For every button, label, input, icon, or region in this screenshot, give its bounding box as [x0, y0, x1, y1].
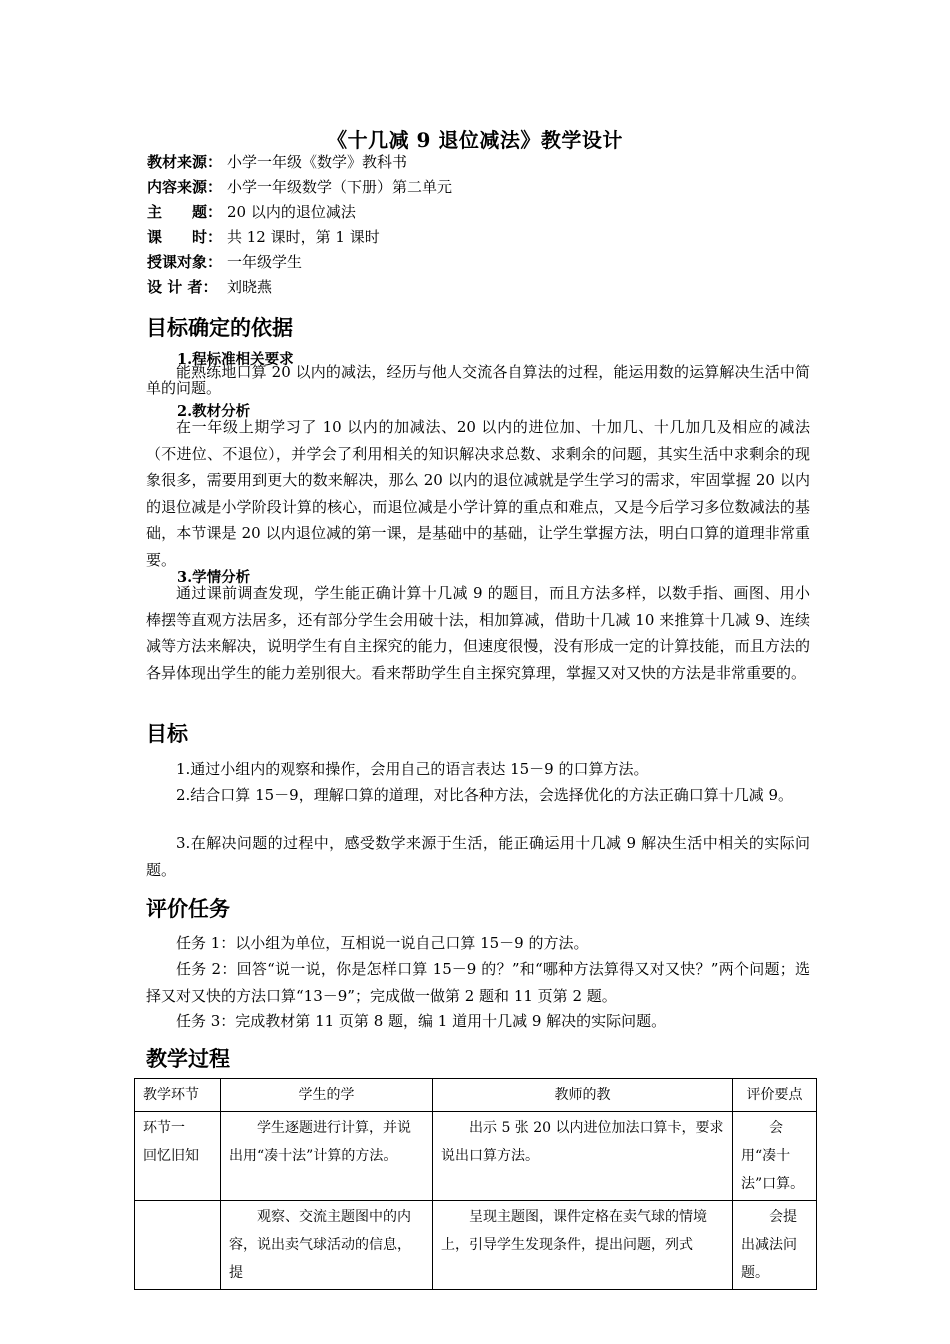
table-cell: 会提出减法问题。: [733, 1201, 817, 1290]
table-cell: 学生逐题进行计算，并说出用“凑十法”计算的方法。: [221, 1112, 433, 1201]
subheading-students: 3.学情分析: [177, 569, 251, 586]
goal-item: 1.通过小组内的观察和操作，会用自己的语言表达 15－9 的口算方法。: [176, 760, 649, 778]
meta-value: 共 12 课时，第 1 课时: [227, 228, 380, 246]
meta-value: 一年级学生: [227, 253, 303, 271]
table-cell: 会用“凑十法”口算。: [733, 1112, 817, 1201]
meta-row: [147, 250, 452, 275]
meta-value: 20 以内的退位减法: [227, 203, 356, 221]
meta-key: 授课对象：: [147, 253, 223, 271]
goal-item: 2.结合口算 15－9，理解口算的道理，对比各种方法，会选择优化的方法正确口算十几减 9。: [176, 786, 794, 804]
task-item: 任务 3：完成教材第 11 页第 8 题，编 1 道用十几减 9 解决的实际问题。: [176, 1012, 667, 1030]
section-heading-goals: 目标: [146, 722, 188, 746]
table-cell: [433, 1201, 733, 1290]
meta-row: [147, 150, 452, 175]
meta-info: [147, 150, 452, 300]
subheading-textbook: 2.教材分析: [177, 403, 251, 420]
section-heading-process: 教学过程: [146, 1047, 230, 1071]
section-heading-tasks: 评价任务: [146, 897, 230, 921]
table-cell-text: 呈现主题图，课件定格在卖气球的情境上，引导学生发现条件，提出问题，列式: [441, 1209, 707, 1253]
table-header: 评价要点: [733, 1079, 817, 1112]
paragraph-curriculum: 能熟练地口算 20 以内的减法，经历与他人交流各自算法的过程，能运用数的运算解决生活中简单的问题。: [146, 363, 810, 397]
task-item: 任务 2：回答“说一说，你是怎样口算 15－9 的？”和“哪种方法算得又对又快？”两个问题；选择又对又快的方法口算“13－9”；完成做一做第 2 题和 11 页第 2 题。: [146, 960, 810, 1005]
subheading-curriculum: 1.程标准相关要求: [177, 351, 294, 368]
meta-key: 设 计 者：: [147, 278, 218, 296]
task-item: 任务 1：以小组为单位，互相说一说自己口算 15－9 的方法。: [176, 934, 589, 952]
table-cell: [221, 1201, 433, 1290]
meta-key: 教材来源：: [147, 153, 223, 171]
meta-key: 课 时：: [147, 228, 223, 246]
table-header: 教师的教: [433, 1079, 733, 1112]
document-title: 《十几减 9 退位减法》教学设计: [327, 128, 623, 152]
section-heading-basis: 目标确定的依据: [146, 316, 293, 340]
meta-value: 小学一年级《数学》教科书: [227, 153, 408, 171]
table-row: [135, 1112, 817, 1201]
paragraph-textbook: 在一年级上期学习了 10 以内的加减法、20 以内的进位加、十加几、十几加几及相应的减法（不进位、不退位），并学会了利用相关的知识解决求总数、求剩余的问题，其实生活中求剩余的现象很多，需要用到更大的数来解决，那么 20 以内的退位减就是学生学习的需求，牢固掌握 20 以内的退位减是小学阶段计算的核心，而退位减是小学计算的重点和难点，又是今后学习多位数减法的基础，本节课是 20 以内退位减的第一课，是基础中的基础，让学生掌握方法，明白口算的道理非常重要。: [146, 418, 810, 569]
meta-row: [147, 275, 452, 300]
meta-row: [147, 200, 452, 225]
table-cell: 环节一 回忆旧知: [135, 1112, 221, 1201]
table-header: 教学环节: [135, 1079, 221, 1112]
table-cell: 出示 5 张 20 以内进位加法口算卡，要求说出口算方法。: [433, 1112, 733, 1201]
paragraph-students: 通过课前调查发现，学生能正确计算十几减 9 的题目，而且方法多样，以数手指、画图、用小棒摆等直观方法居多，还有部分学生会用破十法，相加算减，借助十几减 10 来推算十几减 9、连续减等方法来解决，说明学生有自主探究的能力，但速度很慢，没有形成一定的计算技能，而且方法的各异体现出学生的能力差别很大。看来帮助学生自主探究算理，掌握又对又快的方法是非常重要的。: [146, 584, 810, 682]
table-header: 学生的学: [221, 1079, 433, 1112]
process-table: [134, 1078, 817, 1290]
meta-row: [147, 225, 452, 250]
table-row: [135, 1201, 817, 1290]
goal-item: 3.在解决问题的过程中，感受数学来源于生活，能正确运用十几减 9 解决生活中相关的实际问题。: [146, 834, 810, 879]
table-cell: [135, 1201, 221, 1290]
meta-key: 主 题：: [147, 203, 223, 221]
table-cell-text: 观察、交流主题图中的内容，说出卖气球活动的信息，提: [229, 1209, 411, 1281]
meta-value: 刘晓燕: [227, 278, 273, 296]
table-header-row: [135, 1079, 817, 1112]
meta-value: 小学一年级数学（下册）第二单元: [227, 178, 453, 196]
meta-row: [147, 175, 452, 200]
meta-key: 内容来源：: [147, 178, 223, 196]
